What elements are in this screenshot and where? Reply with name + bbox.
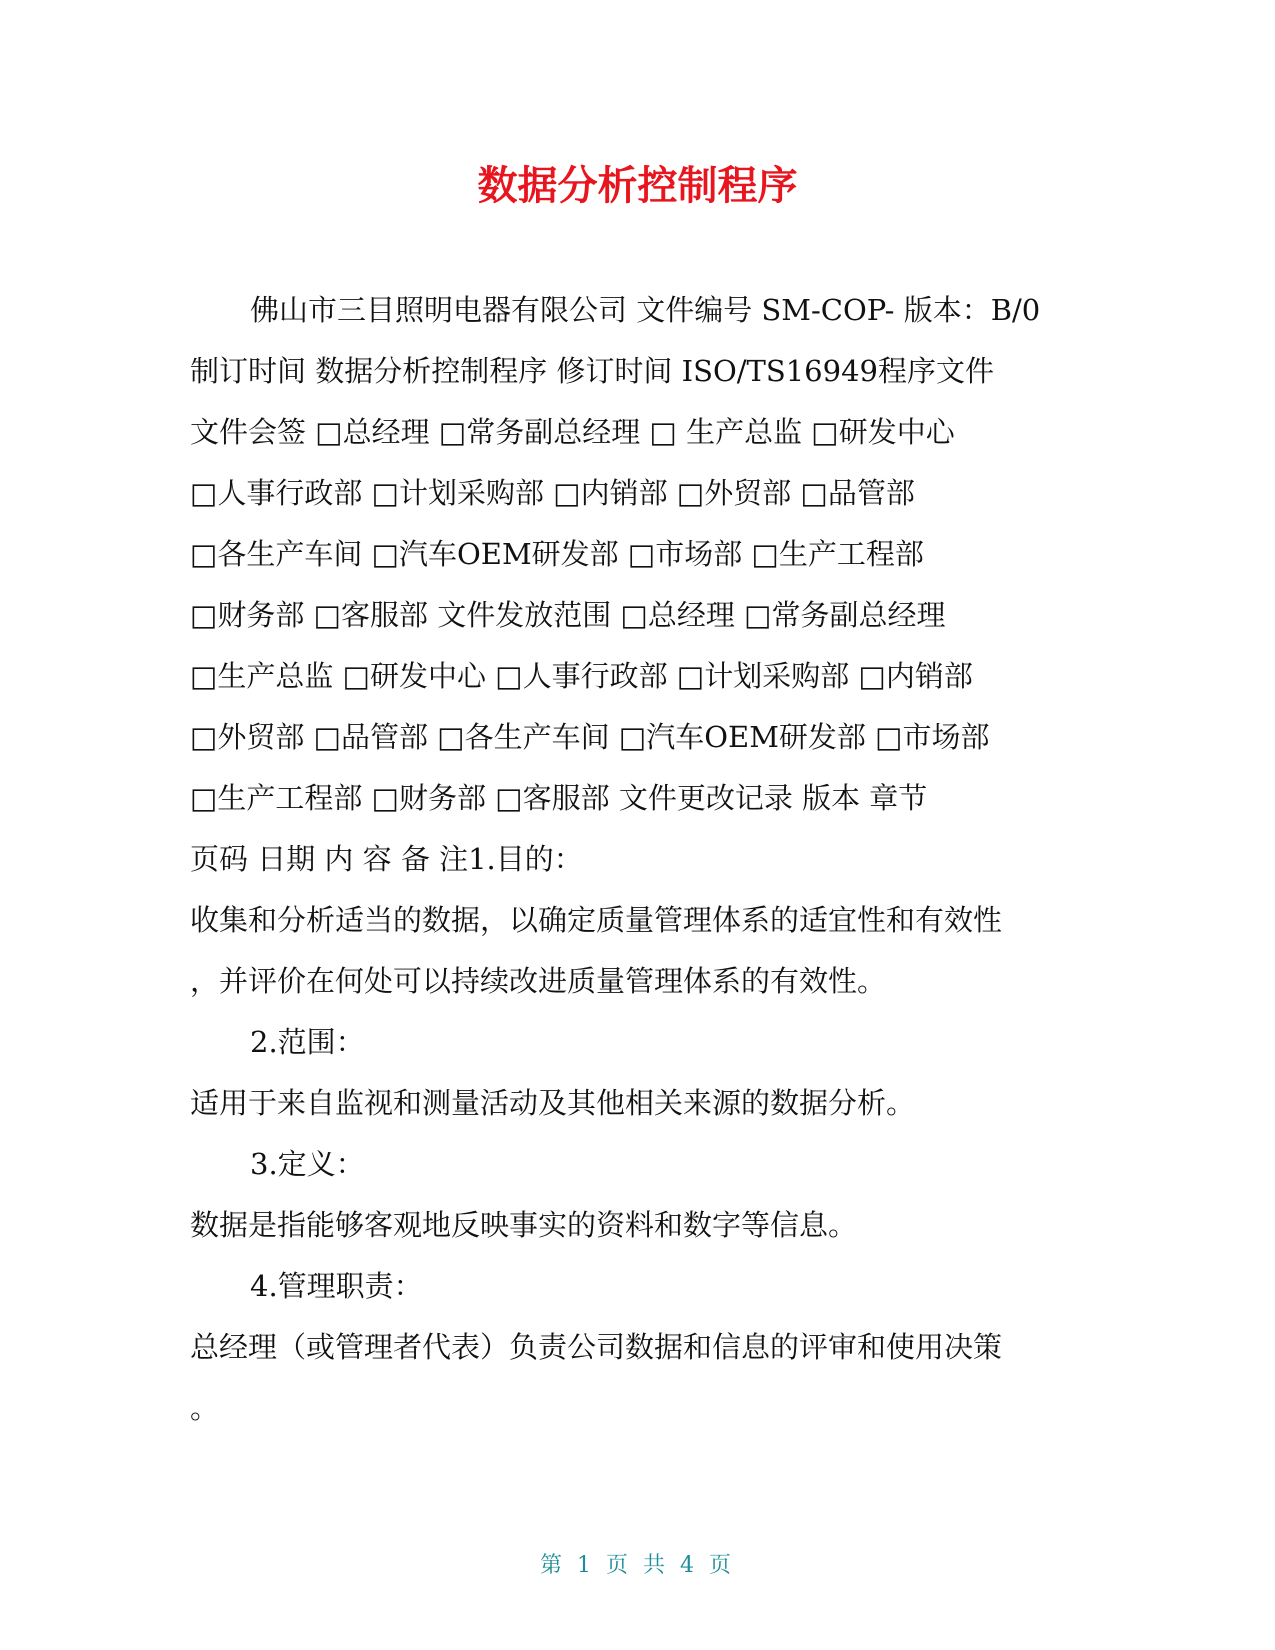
sign-off-line: □人事行政部 □计划采购部 □内销部 □外贸部 □品管部 bbox=[190, 476, 915, 510]
section-heading-responsibility: 4.管理职责： bbox=[250, 1269, 423, 1303]
purpose-text: ，并评价在何处可以持续改进质量管理体系的有效性。 bbox=[190, 964, 887, 998]
document-body bbox=[190, 280, 1085, 1439]
sign-off-line: 文件会签 □总经理 □常务副总经理 □ 生产总监 □研发中心 bbox=[190, 415, 955, 449]
responsibility-text: 。 bbox=[190, 1391, 220, 1425]
responsibility-text: 总经理（或管理者代表）负责公司数据和信息的评审和使用决策 bbox=[190, 1330, 1003, 1364]
scope-text: 适用于来自监视和测量活动及其他相关来源的数据分析。 bbox=[190, 1086, 916, 1120]
distribution-line: □财务部 □客服部 文件发放范围 □总经理 □常务副总经理 bbox=[190, 598, 946, 632]
header-company-line: 佛山市三目照明电器有限公司 文件编号 SM-COP- 版本：B/0 bbox=[250, 293, 1041, 327]
purpose-text: 收集和分析适当的数据，以确定质量管理体系的适宜性和有效性 bbox=[190, 903, 1003, 937]
document-title: 数据分析控制程序 bbox=[477, 163, 798, 209]
change-record-line: □生产工程部 □财务部 □客服部 文件更改记录 版本 章节 bbox=[190, 781, 928, 815]
distribution-line: □生产总监 □研发中心 □人事行政部 □计划采购部 □内销部 bbox=[190, 659, 973, 693]
change-record-line: 页码 日期 内 容 备 注1.目的： bbox=[190, 842, 583, 876]
page-footer: 第 1 页 共 4 页 bbox=[540, 1553, 735, 1578]
definition-text: 数据是指能够客观地反映事实的资料和数字等信息。 bbox=[190, 1208, 858, 1242]
section-heading-scope: 2.范围： bbox=[250, 1025, 365, 1059]
distribution-line: □外贸部 □品管部 □各生产车间 □汽车OEM研发部 □市场部 bbox=[190, 720, 990, 754]
sign-off-line: □各生产车间 □汽车OEM研发部 □市场部 □生产工程部 bbox=[190, 537, 924, 571]
section-heading-definition: 3.定义： bbox=[250, 1147, 365, 1181]
header-revision-line: 制订时间 数据分析控制程序 修订时间 ISO/TS16949程序文件 bbox=[190, 354, 994, 388]
